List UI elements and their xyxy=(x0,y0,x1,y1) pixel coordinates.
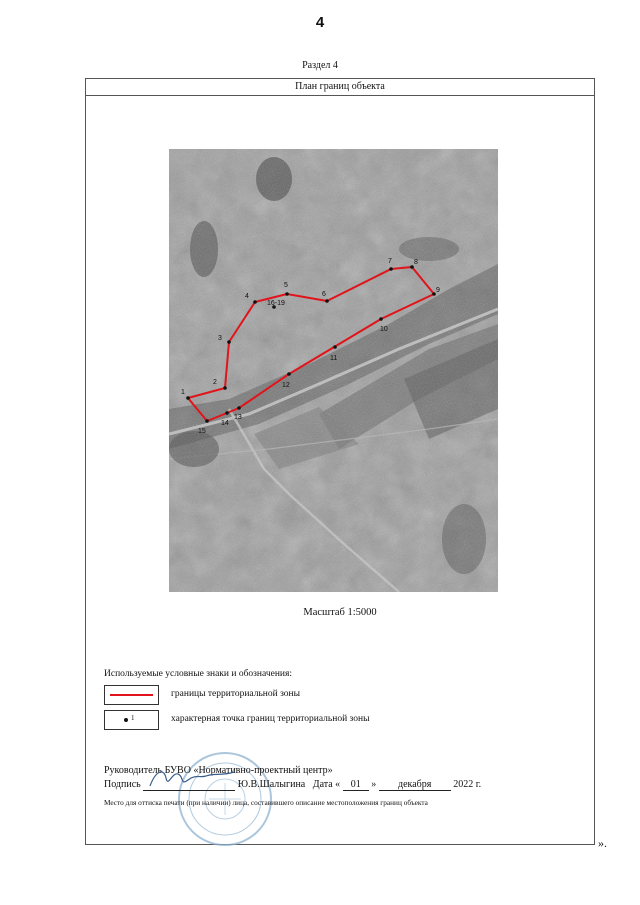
point-label: 11 xyxy=(330,355,338,362)
point-14 xyxy=(225,411,229,415)
point-15 xyxy=(205,419,209,423)
point-5 xyxy=(285,292,289,296)
point-label: 4 xyxy=(245,293,249,300)
sign-label: Подпись xyxy=(104,779,141,790)
point-7 xyxy=(389,267,393,271)
date-day: 01 xyxy=(343,779,369,791)
signer-name: Ю.В.Шалыгина xyxy=(237,779,306,790)
point-label: 2 xyxy=(213,379,217,386)
point-3 xyxy=(227,340,231,344)
legend-point-text: характерная точка границ территориальной зоны xyxy=(171,714,370,724)
point-label: 16-19 xyxy=(267,300,285,307)
date-label: Дата « xyxy=(312,779,341,790)
point-label: 15 xyxy=(198,428,206,435)
point-label: 7 xyxy=(388,258,392,265)
boundary-plan-frame xyxy=(85,78,595,845)
table-header: План границ объекта xyxy=(86,79,594,96)
date-day-close: » xyxy=(371,779,377,790)
point-label: 6 xyxy=(322,291,326,298)
date-year: 2022 г. xyxy=(453,779,482,790)
legend-title: Используемые условные знаки и обозначения: xyxy=(104,669,293,679)
legend-boundary-symbol xyxy=(104,685,159,705)
handwritten-signature xyxy=(146,764,238,792)
legend-point-symbol xyxy=(104,710,159,730)
point-6 xyxy=(325,299,329,303)
point-label: 10 xyxy=(380,326,388,333)
point-label: 1 xyxy=(181,389,185,396)
point-4 xyxy=(253,300,257,304)
point-10 xyxy=(379,317,383,321)
point-label: 5 xyxy=(284,282,288,289)
point-label: 8 xyxy=(414,259,418,266)
point-label: 12 xyxy=(282,382,290,389)
point-dot-symbol xyxy=(124,718,128,722)
stamp-note: Место для оттиска печати (при наличии) лица, составившего описание местоположения границ объекта xyxy=(104,798,428,807)
point-label: 14 xyxy=(221,420,229,427)
closing-quote: ». xyxy=(598,836,607,850)
scale-text: Масштаб 1:5000 xyxy=(303,607,377,618)
section-label: Раздел 4 xyxy=(302,60,338,71)
point-label: 3 xyxy=(218,335,222,342)
point-label: 13 xyxy=(234,414,242,421)
point-11 xyxy=(333,345,337,349)
point-2 xyxy=(223,386,227,390)
director-line: Руководитель БУВО «Нормативно-проектный центр» xyxy=(104,765,333,776)
point-label: 9 xyxy=(436,287,440,294)
legend-point-number: 1 xyxy=(131,714,135,722)
date-month: декабря xyxy=(379,779,451,791)
boundary-line-symbol xyxy=(110,694,153,696)
page-number: 4 xyxy=(315,14,325,31)
legend-boundary-text: границы территориальной зоны xyxy=(171,689,301,699)
aerial-photo-map xyxy=(169,149,498,592)
point-12 xyxy=(287,372,291,376)
point-13 xyxy=(237,406,241,410)
photo-grain xyxy=(169,149,498,592)
point-1 xyxy=(186,396,190,400)
